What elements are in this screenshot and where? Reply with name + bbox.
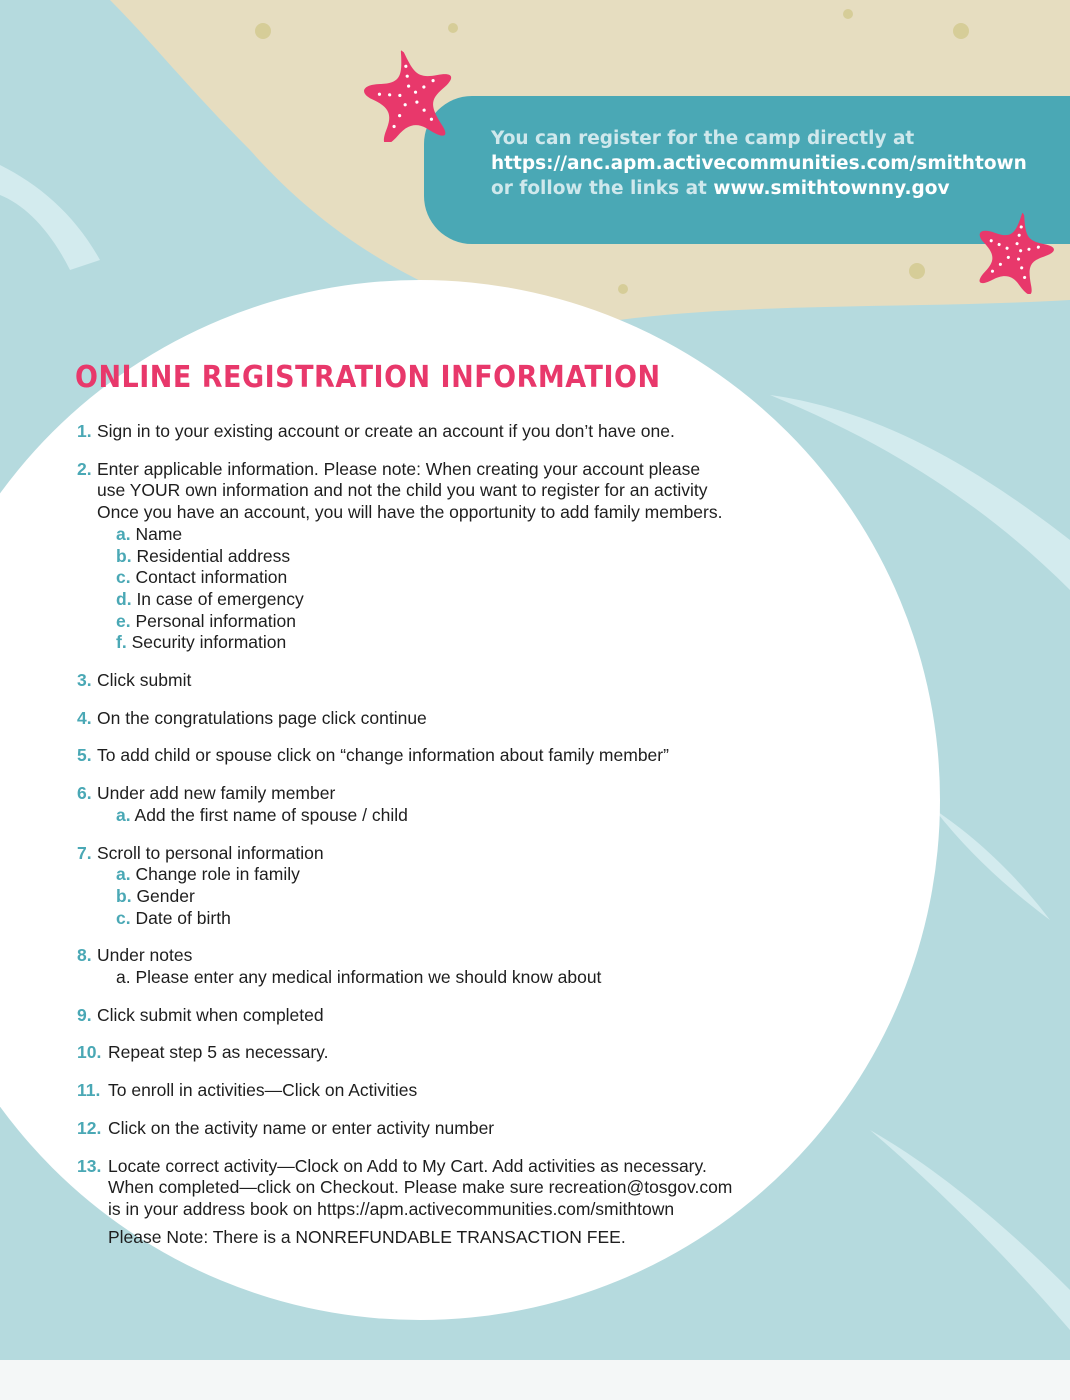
step-10 xyxy=(77,1042,797,1064)
sub-text: Contact information xyxy=(135,567,288,588)
sub-letter: b. xyxy=(116,545,132,566)
sub-item xyxy=(97,611,797,633)
step-text: use YOUR own information and not the child you want to register for an activity xyxy=(97,480,708,501)
step-text: Click on the activity name or enter activity number xyxy=(108,1117,495,1138)
sub-text: Residential address xyxy=(136,545,291,566)
sub-letter: a. xyxy=(116,864,131,885)
step-text: When completed—click on Checkout. Please make sure recreation@tosgov.com xyxy=(108,1177,733,1198)
sub-text: In case of emergency xyxy=(136,588,304,609)
sub-item xyxy=(97,546,797,568)
sub-letter: d. xyxy=(116,588,132,609)
step-text: is in your address book on https://apm.activecommunities.com/smithtown xyxy=(108,1198,675,1219)
step-1 xyxy=(77,421,797,443)
sub-item xyxy=(97,864,797,886)
step-text: Once you have an account, you will have the opportunity to add family members. xyxy=(97,502,723,523)
sub-letter: f. xyxy=(116,632,127,653)
step-text: To add child or spouse click on “change information about family member” xyxy=(97,745,669,766)
banner-line-1: You can register for the camp directly at xyxy=(491,128,915,149)
step-12 xyxy=(77,1118,797,1140)
registration-link[interactable]: https://anc.apm.activecommunities.com/smithtown xyxy=(491,153,1027,174)
sub-item xyxy=(97,567,797,589)
step-2 xyxy=(77,459,797,654)
step-11 xyxy=(77,1080,797,1102)
sub-letter: c. xyxy=(116,567,131,588)
step-number: 8. xyxy=(77,945,92,966)
step-number: 7. xyxy=(77,842,92,863)
sub-item: a. Please enter any medical information we should know about xyxy=(116,967,602,988)
sub-letter: a. xyxy=(116,804,131,825)
step-number: 1. xyxy=(77,421,92,441)
step-number: 13. xyxy=(77,1155,102,1176)
step-number: 5. xyxy=(77,745,92,766)
sub-letter: b. xyxy=(116,885,132,906)
step-number: 6. xyxy=(77,783,92,804)
step-number: 4. xyxy=(77,707,92,728)
step-text: Locate correct activity—Clock on Add to My Cart. Add activities as necessary. xyxy=(108,1155,707,1176)
sub-text: Name xyxy=(135,523,183,544)
step-9 xyxy=(77,1005,797,1027)
step-number: 9. xyxy=(77,1004,92,1025)
sub-text: Security information xyxy=(131,632,287,653)
step-5 xyxy=(77,745,797,767)
step-text: On the congratulations page click continue xyxy=(97,707,427,728)
sub-text: Personal information xyxy=(135,610,296,631)
sub-item xyxy=(97,805,797,827)
step-number: 11. xyxy=(77,1080,101,1101)
sub-item xyxy=(97,524,797,546)
sub-text: Add the first name of spouse / child xyxy=(134,804,408,825)
sub-letter: c. xyxy=(116,907,131,928)
step-4 xyxy=(77,708,797,730)
sub-letter: a. xyxy=(116,523,131,544)
register-banner-text xyxy=(491,126,1051,201)
step-13 xyxy=(77,1156,797,1249)
registration-steps-list xyxy=(77,421,797,1264)
page-title: ONLINE REGISTRATION INFORMATION xyxy=(75,360,661,395)
starfish-icon xyxy=(972,210,1058,294)
step-3 xyxy=(77,670,797,692)
step-text: Click submit when completed xyxy=(97,1004,324,1025)
step-text: To enroll in activities—Click on Activities xyxy=(108,1080,418,1101)
step-text: Click submit xyxy=(97,670,192,691)
step-7 xyxy=(77,843,797,930)
step-text: Scroll to personal information xyxy=(97,842,324,863)
sub-item xyxy=(97,632,797,654)
step-6 xyxy=(77,783,797,826)
banner-line-3-prefix: or follow the links at xyxy=(491,178,707,199)
step-text: Under add new family member xyxy=(97,783,336,804)
step-8 xyxy=(77,945,797,988)
step-text: Enter applicable information. Please note: When creating your account please xyxy=(97,458,701,479)
step-text: Under notes xyxy=(97,945,193,966)
sub-text: Date of birth xyxy=(135,907,231,928)
step-number: 3. xyxy=(77,670,92,691)
sub-letter: e. xyxy=(116,610,131,631)
sub-text: Gender xyxy=(136,885,195,906)
step-number: 2. xyxy=(77,458,92,479)
sub-item xyxy=(97,886,797,908)
sub-text: Change role in family xyxy=(135,864,300,885)
sub-item xyxy=(97,908,797,930)
step-text: Repeat step 5 as necessary. xyxy=(108,1042,329,1063)
step-number: 12. xyxy=(77,1117,102,1138)
step-number: 10. xyxy=(77,1042,102,1063)
step-text: Sign in to your existing account or create an account if you don’t have one. xyxy=(97,421,675,441)
smithtown-website-link[interactable]: www.smithtownny.gov xyxy=(713,178,950,199)
sub-item xyxy=(97,589,797,611)
starfish-icon xyxy=(360,50,460,142)
transaction-fee-note: Please Note: There is a NONREFUNDABLE TRANSACTION FEE. xyxy=(108,1226,626,1247)
